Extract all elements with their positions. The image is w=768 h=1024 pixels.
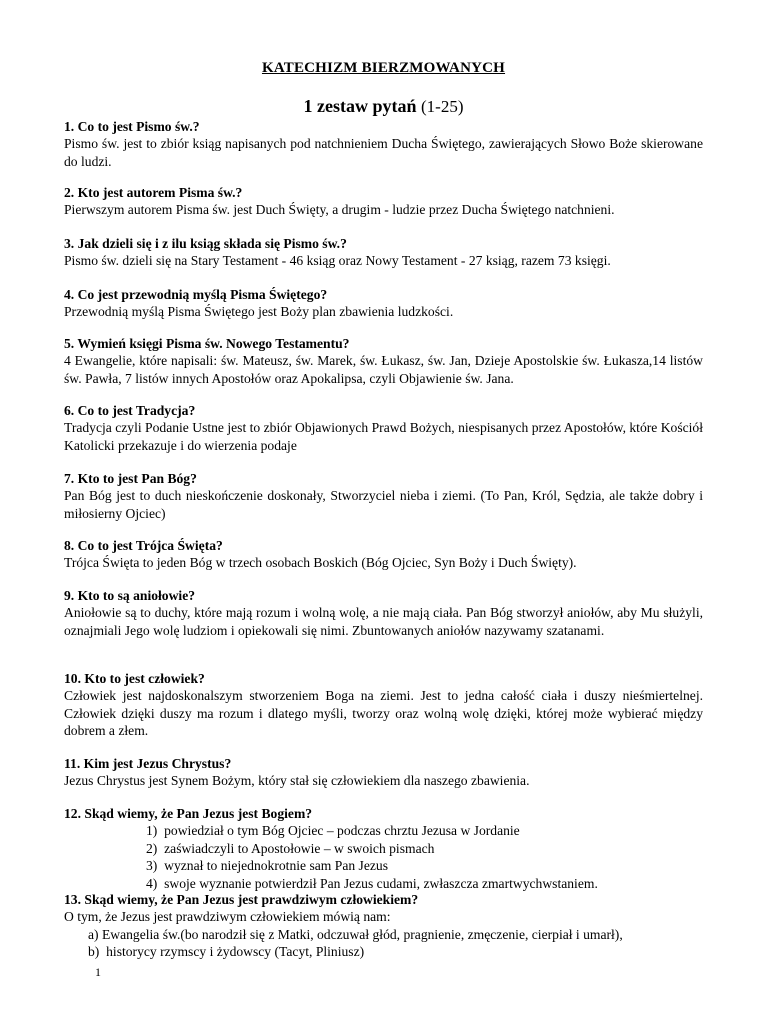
answer: Tradycja czyli Podanie Ustne jest to zbiór Objawionych Prawd Bożych, niespisanych przez Apostołów, które Kościół Katolicki przekazuje i do wierzenia podaje xyxy=(64,420,703,453)
list-marker: 2) xyxy=(146,840,158,856)
list-marker: b) xyxy=(88,944,100,960)
question-block-3 xyxy=(64,235,703,270)
question: 3. Jak dzieli się i z ilu ksiąg składa się Pismo św.? xyxy=(64,236,347,251)
list-text: Ewangelia św.(bo narodził się z Matki, odczuwał głód, pragnienie, zmęczenie, cierpiał i umarł), xyxy=(101,926,623,942)
answer: 4 Ewangelie, które napisali: św. Mateusz, św. Marek, św. Łukasz, św. Jan, Dzieje Apostolskie św. Łukasza,14 listów św. Pawła, 7 listów innych Apostołów oraz Apokalipsa, czyli Objawienie św. Jana. xyxy=(64,353,703,386)
question: 7. Kto to jest Pan Bóg? xyxy=(64,471,197,486)
question: 12. Skąd wiemy, że Pan Jezus jest Bogiem? xyxy=(64,806,313,821)
subtitle-range: (1-25) xyxy=(421,97,464,116)
list-text: swoje wyznanie potwierdził Pan Jezus cudami, zwłaszcza zmartwychwstaniem. xyxy=(164,875,598,891)
list-text: powiedział o tym Bóg Ojciec – podczas chrztu Jezusa w Jordanie xyxy=(164,823,520,839)
answer: Trójca Święta to jeden Bóg w trzech osobach Boskich (Bóg Ojciec, Syn Boży i Duch Święty). xyxy=(64,555,577,571)
question: 6. Co to jest Tradycja? xyxy=(64,403,196,418)
question-block-5 xyxy=(64,335,703,387)
question: 11. Kim jest Jezus Chrystus? xyxy=(64,756,232,771)
answer: Pismo św. jest to zbiór ksiąg napisanych pod natchnieniem Ducha Świętego, zawierających Słowo Boże skierowane do ludzi. xyxy=(64,136,703,169)
question-block-2 xyxy=(64,184,703,219)
list-marker: a) xyxy=(88,926,99,942)
question: 8. Co to jest Trójca Święta? xyxy=(64,538,223,553)
question: 9. Kto to są aniołowie? xyxy=(64,588,196,603)
document-title: KATECHIZM BIERZMOWANYCH xyxy=(261,60,506,76)
question-block-6 xyxy=(64,402,703,454)
list-text: zaświadczyli to Apostołowie – w swoich pismach xyxy=(164,840,435,856)
answer: Jezus Chrystus jest Synem Bożym, który stał się człowiekiem dla naszego zbawienia. xyxy=(64,773,530,789)
list-marker: 1) xyxy=(146,823,158,839)
answer-intro: O tym, że Jezus jest prawdziwym człowiekiem mówią nam: xyxy=(64,909,391,925)
question: 10. Kto to jest człowiek? xyxy=(64,671,205,686)
question-block-9 xyxy=(64,587,703,639)
list-item xyxy=(146,840,703,857)
answer: Pierwszym autorem Pisma św. jest Duch Święty, a drugim - ludzie przez Ducha Świętego natchnieni. xyxy=(64,202,615,218)
question-block-7 xyxy=(64,470,703,522)
answer: Aniołowie są to duchy, które mają rozum i wolną wolę, a nie mają ciała. Pan Bóg stworzył aniołów, aby Mu służyli, oznajmiali Jego wolę ludziom i opiekowali się nimi. Zbuntowanych aniołów nazywamy szatanami. xyxy=(64,605,703,638)
list-marker: 4) xyxy=(146,875,158,891)
list-marker: 3) xyxy=(146,858,158,874)
question: 4. Co jest przewodnią myślą Pisma Świętego? xyxy=(64,287,328,302)
question-block-1 xyxy=(64,118,703,170)
list-item xyxy=(88,943,703,960)
list-item xyxy=(146,822,703,839)
question-block-13 xyxy=(64,891,703,961)
answer: Przewodnią myślą Pisma Świętego jest Boży plan zbawienia ludzkości. xyxy=(64,304,454,320)
list-text: historycy rzymscy i żydowscy (Tacyt, Pliniusz) xyxy=(106,944,365,960)
answer: Pan Bóg jest to duch nieskończenie doskonały, Stworzyciel nieba i ziemi. (To Pan, Król, Sędzia, ale także dobry i miłosierny Ojciec) xyxy=(64,488,703,521)
numbered-list xyxy=(146,822,703,892)
question: 5. Wymień księgi Pisma św. Nowego Testamentu? xyxy=(64,336,350,351)
lettered-list xyxy=(88,926,703,961)
page-number: 1 xyxy=(95,965,101,979)
question: 13. Skąd wiemy, że Pan Jezus jest prawdziwym człowiekiem? xyxy=(64,892,419,907)
question: 1. Co to jest Pismo św.? xyxy=(64,119,200,134)
list-item xyxy=(88,926,703,943)
question-block-10 xyxy=(64,670,703,740)
answer: Pismo św. dzieli się na Stary Testament - 46 ksiąg oraz Nowy Testament - 27 ksiąg, razem 73 księgi. xyxy=(64,253,611,269)
question-block-11 xyxy=(64,755,703,790)
document-subtitle xyxy=(64,96,703,117)
question-block-12 xyxy=(64,805,703,892)
list-item xyxy=(146,875,703,892)
answer: Człowiek jest najdoskonalszym stworzeniem Boga na ziemi. Jest to jedna całość ciała i duszy nieśmiertelnej. Człowiek dzięki duszy ma rozum i dlatego myśli, tworzy oraz wolną wolę dzięki, której może wybierać między dobrem a złem. xyxy=(64,688,703,739)
question: 2. Kto jest autorem Pisma św.? xyxy=(64,185,243,200)
question-block-4 xyxy=(64,286,703,321)
question-block-8 xyxy=(64,537,703,572)
subtitle-main: 1 zestaw pytań xyxy=(303,96,417,116)
list-item xyxy=(146,857,703,874)
list-text: wyznał to niejednokrotnie sam Pan Jezus xyxy=(164,858,388,874)
